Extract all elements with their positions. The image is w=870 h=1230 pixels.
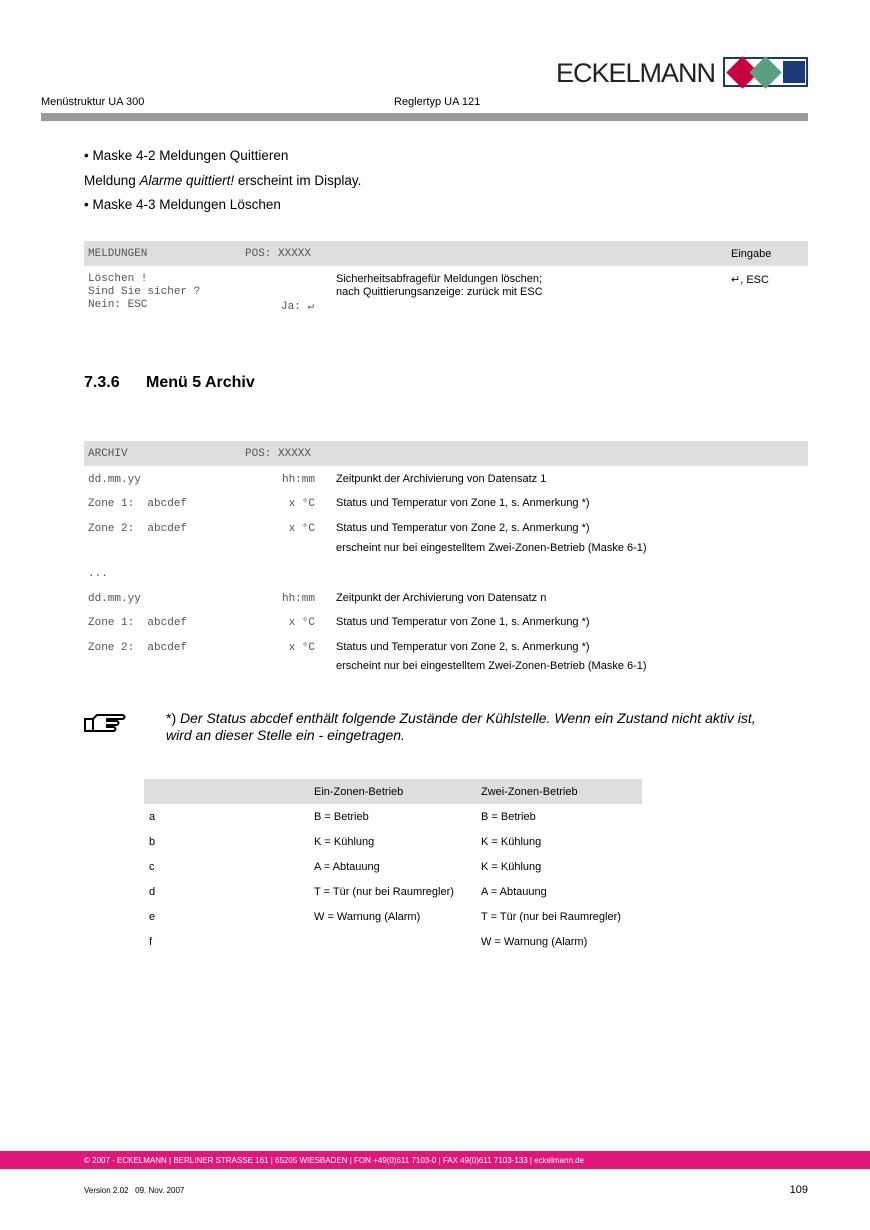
table2-row4-ellipsis: ... xyxy=(88,568,108,580)
table1-desc-line1: Sicherheitsabfragefür Meldungen löschen; xyxy=(336,273,543,285)
table2-row6-c: Status und Temperatur von Zone 1, s. Anmerkung *) xyxy=(336,616,590,628)
table2-row1-a: dd.mm.yy xyxy=(88,474,141,486)
table1-header-eingabe: Eingabe xyxy=(731,248,772,260)
footer-copyright: © 2007 - ECKELMANN | BERLINER STRASSE 161 | 65205 WIESBADEN | FON +49(0)611 7103-0 | FAX 49(0)611 7103-133 | eckelmann.de xyxy=(84,1156,585,1165)
brand-logo-icon xyxy=(723,57,808,87)
table3-row-e-key: e xyxy=(149,911,156,923)
table2-row3-a: Zone 2: abcdef xyxy=(88,523,188,535)
table2-row2-a: Zone 1: abcdef xyxy=(88,498,188,510)
brand-logo-text: ECKELMANN xyxy=(556,58,716,88)
table3-row-b-key: b xyxy=(149,836,156,848)
note-line2: wird an dieser Stelle ein - eingetragen. xyxy=(166,727,405,743)
intro-sentence: Meldung Alarme quittiert! erscheint im Display. xyxy=(84,173,362,188)
table3-header-zwei: Zwei-Zonen-Betrieb xyxy=(481,786,578,798)
table1-header-meldungen: MELDUNGEN xyxy=(88,248,148,260)
table2-row7-b: x °C xyxy=(288,642,315,654)
table3-row-f-key: f xyxy=(149,936,153,948)
table3-row-d-zwei: A = Abtauung xyxy=(481,886,547,898)
table1-display-line3: Nein: ESC xyxy=(88,299,148,311)
page-number: 109 xyxy=(789,1184,808,1196)
table2-header-archiv: ARCHIV xyxy=(88,448,128,460)
table2-row1-b: hh:mm xyxy=(281,474,315,486)
table2-row7-c: Status und Temperatur von Zone 2, s. Anmerkung *) xyxy=(336,641,590,653)
table1-display-line1: Löschen ! xyxy=(88,273,148,285)
header-center-label: Reglertyp UA 121 xyxy=(394,96,481,108)
table3-header-ein: Ein-Zonen-Betrieb xyxy=(314,786,404,798)
table2-row7-a: Zone 2: abcdef xyxy=(88,642,188,654)
table1-input: ↵, ESC xyxy=(731,274,769,286)
table3-row-a-ein: B = Betrieb xyxy=(314,811,369,823)
table3-row-d-ein: T = Tür (nur bei Raumregler) xyxy=(314,886,454,898)
bullet-maske-4-2: • Maske 4-2 Meldungen Quittieren xyxy=(84,148,289,163)
table3-row-a-key: a xyxy=(149,811,156,823)
note-line1: *) Der Status abcdef enthält folgende Zustände der Kühlstelle. Wenn ein Zustand nicht aktiv ist, xyxy=(166,710,756,726)
table2-row3-c2: erscheint nur bei eingestelltem Zwei-Zonen-Betrieb (Maske 6-1) xyxy=(336,542,647,554)
table2-header-pos: POS: XXXXX xyxy=(245,448,312,460)
table2-row2-b: x °C xyxy=(288,498,315,510)
table2-row6-a: Zone 1: abcdef xyxy=(88,617,188,629)
table3-row-b-zwei: K = Kühlung xyxy=(481,836,542,848)
table3-row-f-zwei: W = Warnung (Alarm) xyxy=(481,936,588,948)
table2-row5-b: hh:mm xyxy=(281,593,315,605)
table3-row-e-ein: W = Warnung (Alarm) xyxy=(314,911,421,923)
table1-header xyxy=(84,241,808,266)
table2-header xyxy=(84,441,808,466)
table1-display-line2: Sind Sie sicher ? xyxy=(88,286,201,298)
table2-row5-a: dd.mm.yy xyxy=(88,593,141,605)
table3-row-a-zwei: B = Betrieb xyxy=(481,811,536,823)
table3-row-c-ein: A = Abtauung xyxy=(314,861,380,873)
table1-desc-line2: nach Quittierungsanzeige: zurück mit ESC xyxy=(336,286,543,298)
table1-display-ja: Ja: ↵ xyxy=(281,301,315,313)
table2-row6-b: x °C xyxy=(288,617,315,629)
table1-header-pos: POS: XXXXX xyxy=(245,248,312,260)
table3-row-e-zwei: T = Tür (nur bei Raumregler) xyxy=(481,911,621,923)
table2-row3-b: x °C xyxy=(288,523,315,535)
pointing-hand-icon xyxy=(83,711,127,735)
table2-row3-c: Status und Temperatur von Zone 2, s. Anmerkung *) xyxy=(336,522,590,534)
header-left-label: Menüstruktur UA 300 xyxy=(41,96,145,108)
table2-row7-c2: erscheint nur bei eingestelltem Zwei-Zonen-Betrieb (Maske 6-1) xyxy=(336,660,647,672)
section-number: 7.3.6 xyxy=(84,374,120,391)
bullet-maske-4-3: • Maske 4-3 Meldungen Löschen xyxy=(84,197,281,212)
table3-row-b-ein: K = Kühlung xyxy=(314,836,375,848)
table2-row5-c: Zeitpunkt der Archivierung von Datensatz n xyxy=(336,592,547,604)
section-title: Menü 5 Archiv xyxy=(146,374,255,391)
footer-version: Version 2.02 09. Nov. 2007 xyxy=(84,1186,185,1195)
table2-row1-c: Zeitpunkt der Archivierung von Datensatz 1 xyxy=(336,473,547,485)
header-rule xyxy=(41,113,808,121)
table3-row-c-key: c xyxy=(149,861,155,873)
table2-row2-c: Status und Temperatur von Zone 1, s. Anmerkung *) xyxy=(336,497,590,509)
table3-row-c-zwei: K = Kühlung xyxy=(481,861,542,873)
table3-row-d-key: d xyxy=(149,886,156,898)
